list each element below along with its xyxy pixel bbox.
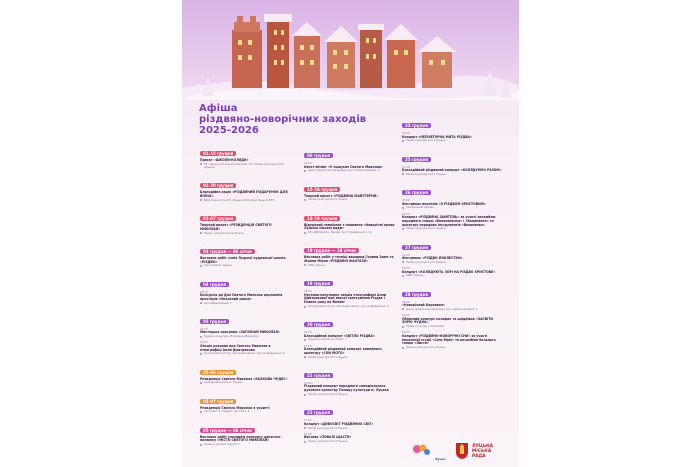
- event-time: 15:00: [402, 267, 410, 271]
- event-date-badge: 18-19 грудня: [304, 216, 340, 221]
- event-venue: Арт-галерея «Луцьк»: [200, 264, 292, 267]
- footer-logos: [412, 441, 512, 463]
- event-name: Концерт «КОЛЯДУЮТЬ ЗОРІ НА РІЗДВО ХРИСТОВЕ»: [402, 269, 496, 274]
- event-name: Науково-популярна лекція етнографині Алли Дмитрикової про звичаї святкування Різдва і Нового року на Волині: [304, 292, 387, 305]
- event-time: 12:00: [304, 432, 312, 436]
- event-venue: Палац культури міста Луцька: [402, 173, 502, 176]
- brand-word: Луцьк: [435, 457, 446, 461]
- event-time: 18:00: [402, 331, 410, 335]
- event-time: 13:00: [304, 331, 312, 335]
- event-item: [304, 205, 396, 235]
- event-venue: Центр практичної інформації, вул. Соборна Україна, 1: [304, 169, 396, 172]
- events-column-2: [304, 142, 396, 446]
- event-venue: Палац культури міста Луцька: [304, 198, 396, 201]
- event-date-badge: 05 грудня — 06 січня: [200, 428, 255, 433]
- event-name: Благодійна акція «РІЗДВЯНИЙ ПОДАРУНОК ДЛЯ ВОЇНА»: [200, 190, 288, 198]
- event-item: [304, 433, 396, 444]
- lutsk-brand-logo-icon: [412, 443, 432, 459]
- event-time: 14:00: [402, 132, 410, 135]
- event-time: 17:00: [304, 344, 312, 348]
- event-date-badge: 21 грудня: [304, 373, 333, 378]
- event-venue: Палац культури міста Луцька: [304, 393, 396, 396]
- event-name: Концерт «НЕПОВТОРНА МИТЬ РІЗДВА»: [402, 134, 472, 139]
- event-name: Лекція розмова про Святого Миколая в етнографіці Алли Дмитрикова: [200, 343, 271, 352]
- event-venue: Центр практичної інформації, вул. Соборна Україна, 2: [402, 308, 502, 311]
- event-date-badge: 22 грудня: [304, 410, 333, 415]
- event-name: Виставка робіт учасників конкурсу дитячого малюнку «МІСТО СВЯТОГО МИКОЛАЯ»: [200, 434, 281, 443]
- event-name: Творчий проєкт «РЕЗИДЕНЦІЯ СВЯТОГО МИКОЛАЯ»: [200, 223, 272, 231]
- event-name: Виставка робіт у техніці вишивки Галини Заюк та Жанни Мірон «РІЗДВЯНІ ФАНТАЗІЇ»: [304, 255, 394, 264]
- event-time: 15:00: [304, 381, 312, 385]
- council-line-2: МІСЬКА: [472, 449, 492, 454]
- event-venue: КМЦ «Луцьк»: [402, 274, 502, 277]
- event-date-badge: 05 грудня: [200, 319, 229, 324]
- event-time: 17:00: [402, 165, 410, 169]
- event-name: Виставка робіт учнів Луцької художньої школи «РІЗДВО»: [200, 255, 286, 264]
- event-venue: Палац культури міста Луцька: [304, 427, 396, 430]
- event-time: 15:00: [304, 290, 312, 294]
- event-venue: Арт-укриття «Сфера», пр-т Волі, 2: [200, 410, 292, 413]
- event-item: [200, 341, 292, 355]
- event-date-badge: 01-20 грудня: [200, 183, 236, 188]
- event-time: 16:00: [200, 341, 208, 345]
- event-name: Фестиваль вертепів «З РІЗДВОМ ХРИСТОВИМ»: [402, 201, 486, 206]
- event-time: 18:00: [402, 199, 410, 202]
- event-name: Концерт «РІЗДВЯНО-НОВОРІЧНІ СНИ» за участі вокальної студії «Сонс Мрія» та ансамблю бального танцю «Листя»: [402, 333, 496, 346]
- event-item: [200, 140, 292, 169]
- event-name: Вистава «ПОВАЛІ ЩАСТЯ»: [304, 435, 352, 440]
- event-venue: Культурний центр м. Луцька: [200, 381, 292, 384]
- event-venue: Луцька музична школа №1: [304, 338, 396, 341]
- event-name: «Новорічний Карнавал»: [402, 303, 446, 308]
- event-name: Екскурсія до Дня Святого Миколая церемонія просторів «Окольний замок»: [200, 293, 283, 301]
- event-venue: Палац культури міста Луцька: [200, 232, 292, 235]
- event-poster: [182, 0, 519, 467]
- event-name: Резиденція Святого Миколая «КАЗКОВА ЧУДЕС»: [200, 376, 288, 381]
- event-name: Резиденція Святого Миколая в укритті: [200, 405, 270, 410]
- event-date-badge: 05-06 грудня: [200, 370, 236, 375]
- event-item: [402, 112, 502, 143]
- event-venue: Палац культури з. Катакомб: [402, 325, 502, 328]
- council-line-1: ЛУЦЬКА: [472, 444, 493, 449]
- event-name: Благодійний різдвяний концерт «КОЛЯДУЄМО РАЗОМ»: [402, 168, 502, 172]
- event-item: [304, 345, 396, 359]
- event-venue: Бібліотеки міста, КЗ «Луцька бібліотека Луцької МТГ»: [200, 199, 292, 202]
- event-name: Концерт «РІЗДВЯНА ЗАМЕТІЛЬ» за участі ансамблю народного танцю «Волиняночка» і «Волинянка» та оркестру народних інструментів «Волинянка»: [402, 215, 496, 227]
- event-item: [200, 205, 292, 235]
- event-time: 13:00: [402, 300, 410, 304]
- event-time: 15:00: [402, 212, 410, 216]
- event-venue: Палац культури міста Луцька: [402, 139, 502, 142]
- event-date-badge: 06 грудня: [304, 153, 333, 158]
- event-item: [200, 308, 292, 339]
- event-name: Квест-мітинг «У пошуках Святого Миколая»: [304, 164, 383, 169]
- event-name: Різдвяний концерт народного самодіяльного духового оркестру Палацу культури м. Луцька: [304, 384, 389, 393]
- event-venue: КМЦ «Луцьк»: [304, 264, 396, 267]
- event-item: [200, 417, 292, 447]
- event-venue: Культурний простір «Окольний замок», вул. Кафедральна, 5: [304, 305, 396, 308]
- event-venue: Палац культури міста Луцька: [402, 227, 502, 230]
- event-item: [200, 238, 292, 268]
- council-name: [472, 444, 512, 459]
- event-name: Мистецька програма «ЗАПІЗНАЙ МИКОЛАЯ»: [200, 330, 280, 335]
- event-name: Проєкт «ШКОЛИ-КОЛЯДИ»: [200, 158, 249, 162]
- event-name: Благодійний концерт «СВІТЛО РІЗДВА»: [304, 333, 375, 338]
- events-column-1: [200, 140, 292, 449]
- event-time: 17:00: [304, 419, 312, 423]
- event-venue: Палац культури міста Луцька: [402, 261, 502, 264]
- event-item: [304, 362, 396, 396]
- event-date-badge: 15-24 грудня: [304, 187, 340, 192]
- event-venue: Культурний простір «Окольний замок», вул. Кафедральна, 5: [200, 352, 292, 355]
- event-date-badge: 03-07 грудня: [200, 216, 236, 221]
- event-time: 12:00: [304, 162, 312, 165]
- event-item: [200, 388, 292, 414]
- town-illustration: [182, 0, 519, 100]
- event-item: [402, 234, 502, 265]
- event-venue: КЗ «Центр культурних ініціатив», КЗ «Палац культури міста Луцька»: [200, 163, 292, 169]
- title-line-2: різдвяно-новорічних заходів: [199, 114, 367, 125]
- event-time: 16:00: [402, 314, 410, 318]
- event-venue: Будинок дитячої творчості: [200, 443, 292, 446]
- event-venue: Будинок культури «Волинянка Веретено»: [200, 335, 292, 338]
- event-item: [402, 146, 502, 177]
- event-date-badge: 19 грудня — 18 січня: [304, 248, 359, 253]
- council-line-3: РАДА: [472, 454, 486, 459]
- event-date-badge: 01-15 грудня: [200, 151, 236, 156]
- poster-title: [199, 103, 366, 136]
- event-date-badge: 04 грудня: [200, 282, 229, 287]
- event-item: [304, 311, 396, 342]
- title-years: 2025-2026: [199, 125, 259, 136]
- city-coat-of-arms-icon: [455, 442, 469, 460]
- event-name: Фестиваль «РІЗДВО ПОКЛЕСТКИ»: [402, 256, 463, 261]
- event-venue: Театральний майдан: [402, 206, 502, 209]
- event-item: [402, 179, 502, 210]
- event-venue: Палац культури міста Луцька: [402, 346, 502, 349]
- event-date-badge: 28 грудня: [402, 292, 431, 297]
- title-line-1: Афіша: [199, 103, 238, 114]
- event-item: [304, 399, 396, 430]
- event-name: Обласний конкурс колядок та щедрівок «ЗАСВІТИ ЗОРЮ ЧУДНА»: [402, 316, 493, 325]
- event-name: Творчий проєкт «РІЗДВЯНА МАЙСТЕРНЯ»: [304, 193, 379, 198]
- event-item: [200, 172, 292, 202]
- event-date-badge: 19 грудня: [304, 281, 333, 286]
- event-date-badge: 25 грудня: [402, 157, 431, 162]
- event-item: [200, 271, 292, 305]
- event-venue: Палац культури міста Луцька: [304, 356, 396, 359]
- event-name: Благодійний різдвяний концерт камерного оркестру «CON MOTO»: [304, 347, 382, 355]
- event-item: [402, 213, 502, 231]
- events-column-3: [402, 112, 502, 352]
- event-item: [304, 176, 396, 202]
- event-date-badge: 05-07 грудня: [200, 399, 236, 404]
- event-date-badge: 26 грудня: [402, 190, 431, 195]
- event-item: [402, 267, 502, 278]
- event-date-badge: 20 грудня: [304, 322, 333, 327]
- event-item: [200, 359, 292, 385]
- event-name: Концерт «ДИВОСВІТ РІЗДВЯНИХ СВІТ»: [304, 421, 374, 426]
- event-time: 15:00: [200, 290, 208, 294]
- event-date-badge: 27 грудня: [402, 245, 431, 250]
- event-time: 14:00: [200, 327, 208, 331]
- event-item: [402, 331, 502, 349]
- event-item: [304, 270, 396, 308]
- event-name: Відкритий чемпіонат з плавання «Новорічні призи Луцької міської ради»: [304, 222, 395, 231]
- event-time: 12:00: [402, 253, 410, 257]
- event-item: [304, 142, 396, 173]
- event-venue: вул. Кафедральна, 5: [200, 302, 292, 305]
- event-venue: КЗ «ДЮСШ №1», Басейн, пр-т Грушевського, 2А: [304, 231, 396, 234]
- event-item: [402, 281, 502, 312]
- event-item: [304, 237, 396, 267]
- event-date-badge: 03 грудня — 06 січня: [200, 249, 255, 254]
- event-date-badge: 23 грудня: [402, 123, 431, 128]
- event-venue: Палац культури міста Луцька: [304, 440, 396, 443]
- event-item: [402, 314, 502, 328]
